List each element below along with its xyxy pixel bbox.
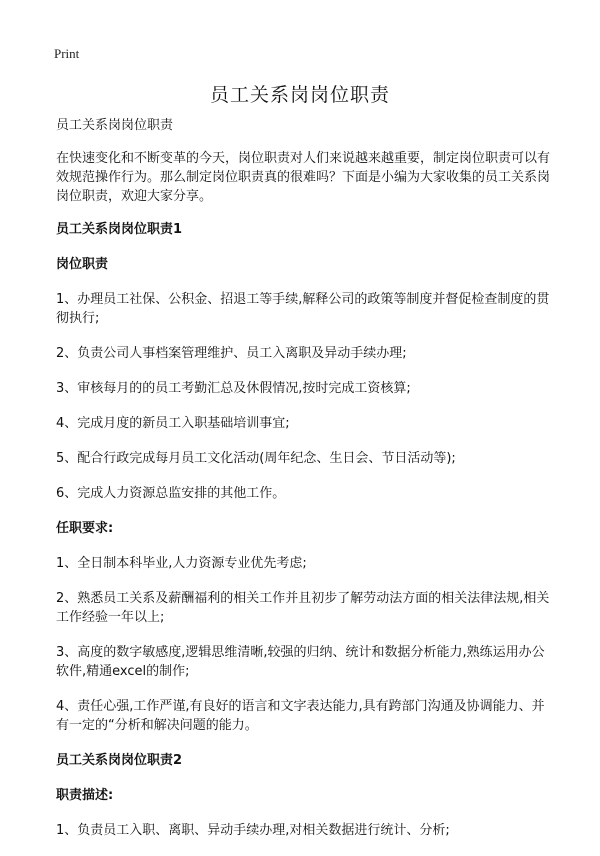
section-1-requirements-heading: 任职要求: xyxy=(56,521,114,536)
requirement-item: 4、责任心强,工作严谨,有良好的语言和文字表达能力,具有跨部门沟通及协调能力、并有一定的“分析和解决问题的能力。 xyxy=(56,699,545,733)
duty-item: 1、办理员工社保、公积金、招退工等手续,解释公司的政策等制度并督促检查制度的贯彻执行; xyxy=(56,292,550,326)
duty-item: 5、配合行政完成每月员工文化活动(周年纪念、生日会、节日活动等); xyxy=(56,451,456,466)
page-title: 员工关系岗岗位职责 xyxy=(209,84,390,106)
requirement-item: 1、全日制本科毕业,人力资源专业优先考虑; xyxy=(56,556,307,571)
requirement-item: 3、高度的数字敏感度,逻辑思维清晰,较强的归纳、统计和数据分析能力,熟练运用办公软件,精通excel的制作; xyxy=(56,645,545,679)
duty-item: 6、完成人力资源总监安排的其他工作。 xyxy=(56,486,286,501)
section-2-heading: 员工关系岗岗位职责2 xyxy=(56,753,183,768)
duty-item: 4、完成月度的新员工入职基础培训事宜; xyxy=(56,416,290,431)
section-1-duties-heading: 岗位职责 xyxy=(56,257,109,272)
requirement-item: 2、熟悉员工关系及薪酬福利的相关工作并且初步了解劳动法方面的相关法律法规,相关工作经验一年以上; xyxy=(56,591,550,625)
duty-item: 3、审核每月的的员工考勤汇总及休假情况,按时完成工资核算; xyxy=(56,381,411,396)
print-link[interactable]: Print xyxy=(54,46,80,61)
document-body xyxy=(56,116,556,856)
duty-item: 1、负责员工入职、离职、异动手续办理,对相关数据进行统计、分析; xyxy=(56,823,450,838)
duty-item: 2、负责公司人事档案管理维护、员工入离职及异动手续办理; xyxy=(56,346,407,361)
document-subtitle: 员工关系岗岗位职责 xyxy=(56,118,174,133)
section-1-heading: 员工关系岗岗位职责1 xyxy=(56,222,183,237)
section-2-duties-heading: 职责描述: xyxy=(56,788,114,803)
intro-paragraph: 在快速变化和不断变革的今天，岗位职责对人们来说越来越重要，制定岗位职责可以有效规范操作行为。那么制定岗位职责真的很难吗？下面是小编为大家收集的员工关系岗岗位职责，欢迎大家分享。 xyxy=(56,151,551,204)
